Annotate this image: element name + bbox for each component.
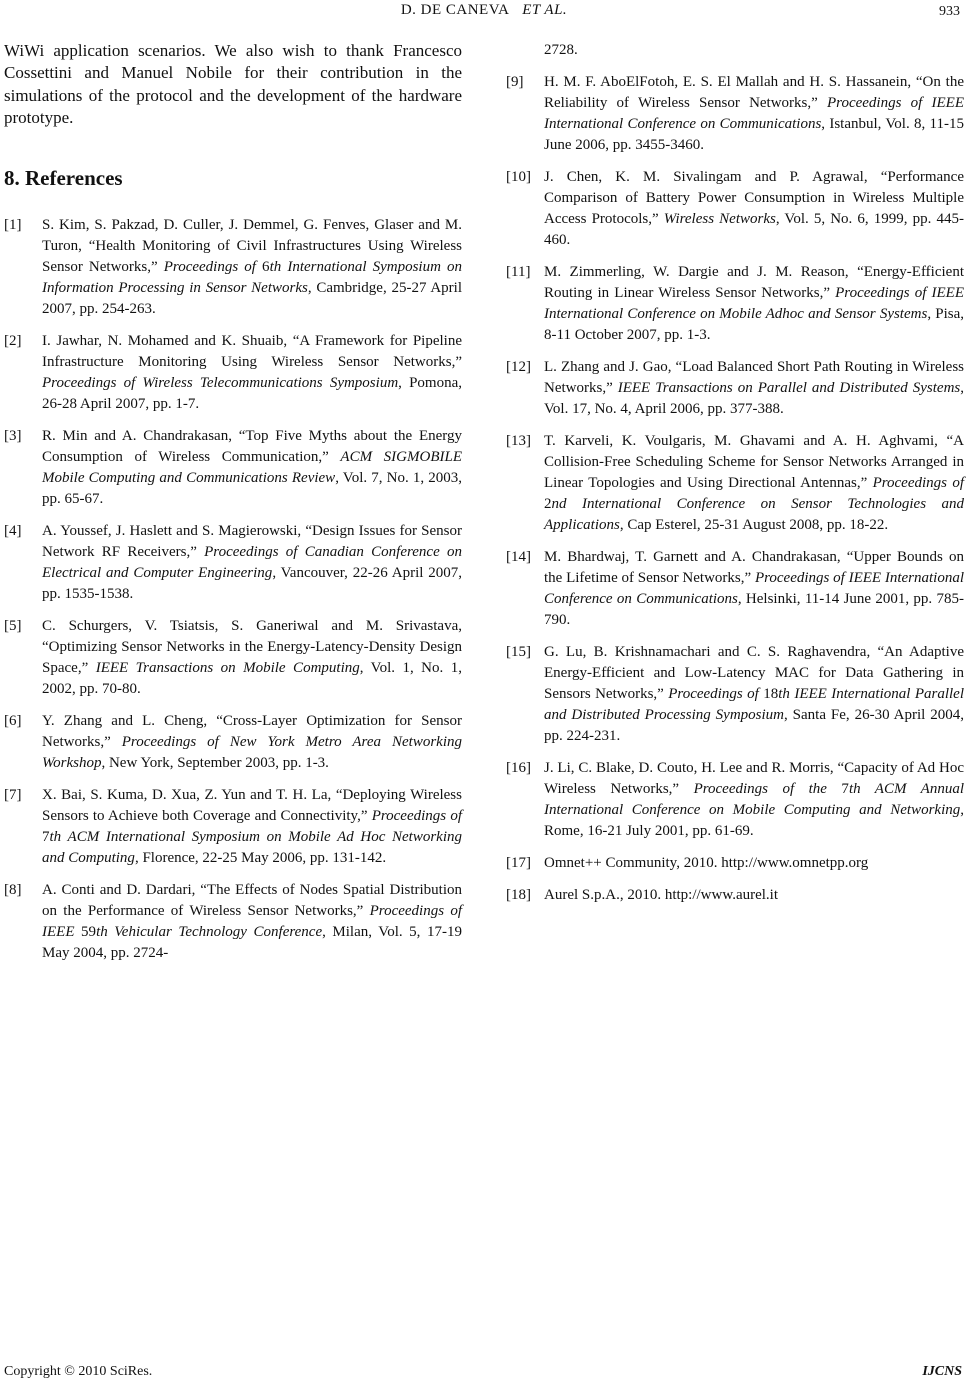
- reference-number: [2]: [4, 332, 22, 349]
- running-head: [0, 2, 968, 19]
- reference-text: S. Kim, S. Pakzad, D. Culler, J. Demmel, G. Fenves, Glaser and M. Turon, “Health Monitoring of Civil Infrastructures Using Wireless Sensor Networks,” Proceedings of 6th International Symposium on Information Processing in Sensor Networks, Cambridge, 25-27 April 2007, pp. 254-263.: [42, 216, 463, 317]
- reference-item: [4, 215, 462, 320]
- reference-number: [12]: [506, 359, 531, 375]
- reference-text: J. Li, C. Blake, D. Couto, H. Lee and R. Morris, “Capacity of Ad Hoc Wireless Networks,” Proceedings of the 7th ACM Annual International Conference on Mobile Computing and Networking, Rome, 16-21 July 2001, pp. 61-69.: [544, 760, 965, 839]
- reference-number: [14]: [506, 549, 531, 565]
- reference-number: [3]: [4, 427, 22, 444]
- reference-text: L. Zhang and J. Gao, “Load Balanced Short Path Routing in Wireless Networks,” IEEE Transactions on Parallel and Distributed Systems, Vol. 17, No. 4, April 2006, pp. 377-388.: [544, 359, 964, 417]
- reference-item: [506, 357, 964, 420]
- left-column: [4, 40, 462, 975]
- reference-item: [4, 331, 462, 415]
- reference-number: [8]: [4, 881, 22, 898]
- running-head-etal: ET AL.: [522, 2, 568, 18]
- reference-item: [506, 262, 964, 346]
- reference-list-left: [4, 215, 462, 964]
- reference-number: [17]: [506, 855, 531, 871]
- reference-number: [6]: [4, 712, 22, 729]
- reference-number: [11]: [506, 264, 531, 280]
- reference-item: [506, 642, 964, 747]
- page-header: [0, 2, 968, 26]
- reference-text: T. Karveli, K. Voulgaris, M. Ghavami and A. H. Aghvami, “A Collision-Free Scheduling Scheme for Sensor Networks Arranged in Linear Topologies and Using Directional Antennas,” Proceedings of 2nd International Conference on Sensor Technologies and Applications, Cap Esterel, 25-31 August 2008, pp. 18-22.: [544, 433, 965, 533]
- reference-text: M. Bhardwaj, T. Garnett and A. Chandrakasan, “Upper Bounds on the Lifetime of Sensor Networks,” Proceedings of IEEE International Conference on Communications, Helsinki, 11-14 June 2001, pp. 785-790.: [544, 549, 965, 628]
- reference-item: [4, 616, 462, 700]
- page-number: 933: [939, 4, 960, 19]
- reference-text: R. Min and A. Chandrakasan, “Top Five Myths about the Energy Consumption of Wireless Communication,” ACM SIGMOBILE Mobile Computing and Communications Review, Vol. 7, No. 1, 2003, pp. 65-67.: [42, 427, 463, 507]
- reference-item: [506, 72, 964, 156]
- reference-continuation: 2728.: [544, 42, 578, 58]
- acknowledgment-text: WiWi application scenarios. We also wish to thank Francesco Cossettini and Manuel Nobile for their contribution in the simulations of the protocol and the development of the hardware prototype.: [4, 41, 462, 128]
- reference-number: [1]: [4, 216, 22, 233]
- reference-text: C. Schurgers, V. Tsiatsis, S. Ganeriwal and M. Srivastava, “Optimizing Sensor Networks in the Energy-Latency-Density Design Space,” IEEE Transactions on Mobile Computing, Vol. 1, No. 1, 2002, pp. 70-80.: [42, 617, 462, 697]
- section-title: 8. References: [4, 165, 123, 190]
- reference-item: [4, 521, 462, 605]
- reference-number: [4]: [4, 522, 22, 539]
- reference-item: [506, 431, 964, 536]
- reference-number: [7]: [4, 786, 22, 803]
- reference-text: Omnet++ Community, 2010. http://www.omnetpp.org: [544, 855, 869, 871]
- reference-number: [5]: [4, 617, 22, 634]
- reference-number: [10]: [506, 169, 531, 185]
- reference-item: [506, 758, 964, 842]
- reference-text: J. Chen, K. M. Sivalingam and P. Agrawal, “Performance Comparison of Battery Power Consumption in Wireless Multiple Access Protocols,” Wireless Networks, Vol. 5, No. 6, 1999, pp. 445-460.: [544, 169, 964, 248]
- reference-item: [4, 785, 462, 869]
- reference-item: [4, 880, 462, 964]
- reference-text: I. Jawhar, N. Mohamed and K. Shuaib, “A Framework for Pipeline Infrastructure Monitoring Using Wireless Sensor Networks,” Proceedings of Wireless Telecommunications Symposium, Pomona, 26-28 April 2007, pp. 1-7.: [42, 332, 462, 412]
- reference-number: [16]: [506, 760, 531, 776]
- reference-list-right: [506, 72, 964, 906]
- reference-number: [13]: [506, 433, 531, 449]
- reference-text: M. Zimmerling, W. Dargie and J. M. Reason, “Energy-Efficient Routing in Linear Wireless Sensor Networks,” Proceedings of IEEE International Conference on Mobile Adhoc and Sensor Systems, Pisa, 8-11 October 2007, pp. 1-3.: [544, 264, 964, 343]
- reference-item: [4, 711, 462, 774]
- reference-text: G. Lu, B. Krishnamachari and C. S. Raghavendra, “An Adaptive Energy-Efficient and Low-Latency MAC for Data Gathering in Sensors Networks,” Proceedings of 18th IEEE International Parallel and Distributed Processing Symposium, Santa Fe, 26-30 April 2004, pp. 224-231.: [544, 644, 965, 744]
- reference-text: Aurel S.p.A., 2010. http://www.aurel.it: [544, 887, 779, 903]
- reference-text: H. M. F. AboElFotoh, E. S. El Mallah and H. S. Hassanein, “On the Reliability of Wireless Sensor Networks,” Proceedings of IEEE International Conference on Communications, Istanbul, Vol. 8, 11-15 June 2006, pp. 3455-3460.: [544, 74, 964, 153]
- reference-item: [506, 853, 964, 874]
- right-column: [506, 40, 964, 917]
- reference-number: [9]: [506, 74, 524, 90]
- reference-item: [506, 885, 964, 906]
- reference-text: X. Bai, S. Kuma, D. Xua, Z. Yun and T. H. La, “Deploying Wireless Sensors to Achieve both Coverage and Connectivity,” Proceedings of 7th ACM International Symposium on Mobile Ad Hoc Networking and Computing, Florence, 22-25 May 2006, pp. 131-142.: [42, 786, 462, 866]
- running-head-authors: D. DE CANEVA: [400, 2, 510, 18]
- reference-text: A. Conti and D. Dardari, “The Effects of Nodes Spatial Distribution on the Performance of Wireless Sensor Networks,” Proceedings of IEEE 59th Vehicular Technology Conference, Milan, Vol. 5, 17-19 May 2004, pp. 2724-: [42, 881, 462, 961]
- reference-item: [506, 547, 964, 631]
- reference-text: A. Youssef, J. Haslett and S. Magierowski, “Design Issues for Sensor Network RF Receivers,” Proceedings of Canadian Conference on Electrical and Computer Engineering, Vancouver, 22-26 April 2007, pp. 1535-1538.: [42, 522, 462, 602]
- journal-name: IJCNS: [922, 1364, 962, 1379]
- reference-item: [506, 167, 964, 251]
- reference-text: Y. Zhang and L. Cheng, “Cross-Layer Optimization for Sensor Networks,” Proceedings of New York Metro Area Networking Workshop, New York, September 2003, pp. 1-3.: [42, 712, 462, 771]
- page-footer: [0, 1358, 968, 1380]
- reference-number: [18]: [506, 887, 531, 903]
- reference-item: [4, 426, 462, 510]
- reference-number: [15]: [506, 644, 531, 660]
- copyright-notice: Copyright © 2010 SciRes.: [4, 1364, 153, 1379]
